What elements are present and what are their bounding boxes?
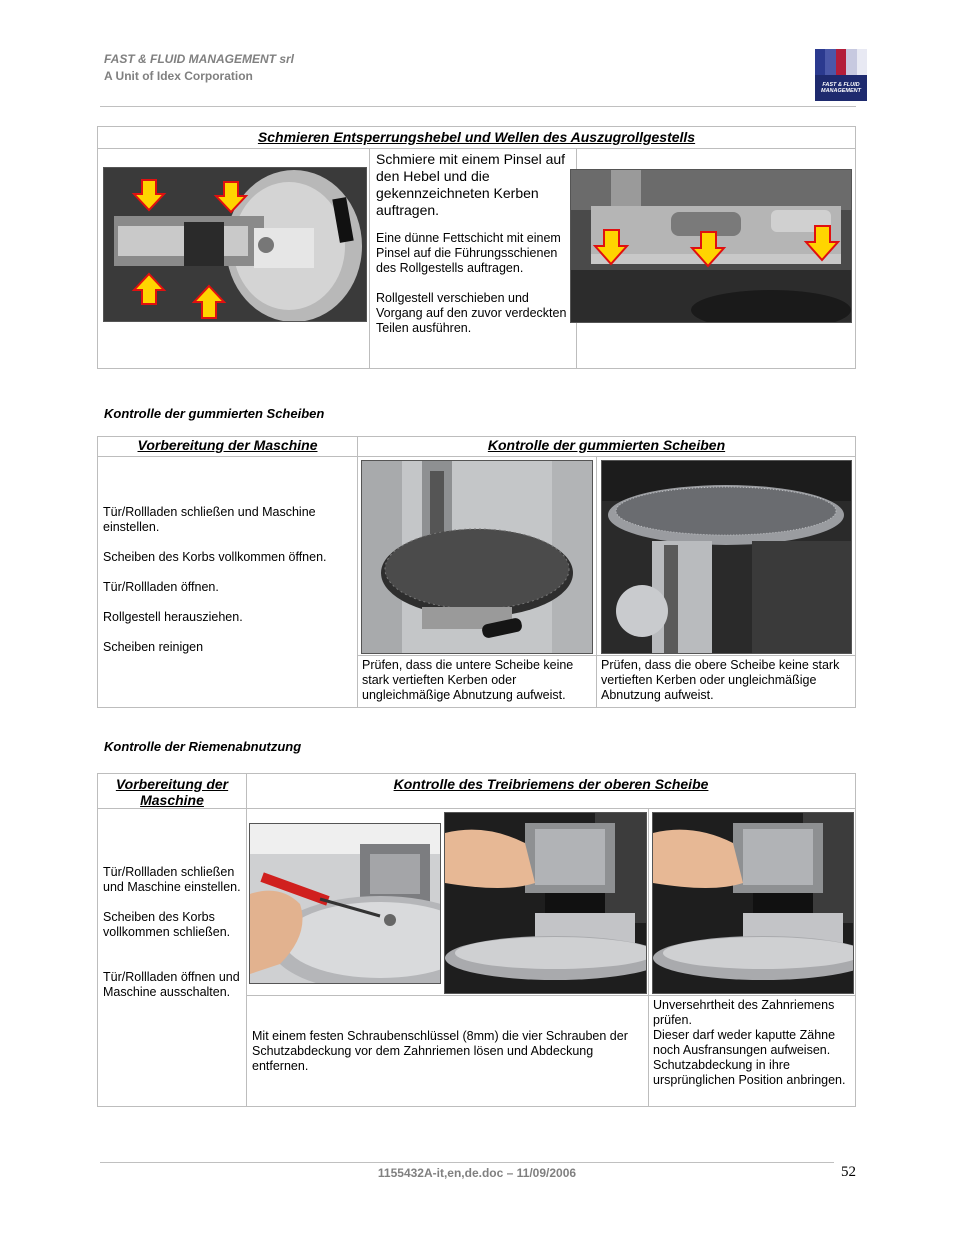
lubrication-text-move: Rollgestell verschieben und Vorgang auf den zuvor verdeckten Teilen ausführen.	[376, 291, 567, 335]
section-belt-heading: Kontrolle der Riemenabnutzung	[104, 739, 302, 754]
discs-step-5: Scheiben reinigen	[103, 640, 204, 654]
belt-step-2: Scheiben des Korbs vollkommen schließen.	[103, 910, 231, 939]
section-discs-heading: Kontrolle der gummierten Scheiben	[104, 406, 325, 421]
photo-lower-disc	[361, 460, 593, 654]
belt-step-1: Tür/Rollladen schließen und Maschine einstellen.	[103, 865, 241, 894]
discs-caption-upper: Prüfen, dass die obere Scheibe keine stark vertieften Kerben oder ungleichmäßige Abnutzung aufweist.	[597, 656, 856, 708]
belt-steps-cell	[98, 809, 247, 1107]
company-unit: A Unit of Idex Corporation	[104, 69, 253, 83]
header-divider	[100, 106, 856, 107]
belt-caption-right	[649, 996, 856, 1107]
photo-screwdriver	[249, 823, 441, 984]
discs-step-3: Tür/Rollladen öffnen.	[103, 580, 219, 594]
company-logo	[815, 49, 867, 101]
discs-step-4: Rollgestell herausziehen.	[103, 610, 243, 624]
logo-text: FAST & FLUID MANAGEMENT	[820, 82, 862, 94]
belt-caption-right-2: Dieser darf weder kaputte Zähne noch Ausfransungen aufweisen.	[653, 1028, 836, 1057]
footer-divider	[100, 1162, 834, 1163]
discs-caption-lower: Prüfen, dass die untere Scheibe keine stark vertieften Kerben oder ungleichmäßige Abnutzung aufweist.	[358, 656, 597, 708]
lubrication-text-rails: Eine dünne Fettschicht mit einem Pinsel auf die Führungsschienen des Rollgestells auftragen.	[376, 231, 561, 275]
belt-step-3: Tür/Rollladen öffnen und Maschine ausschalten.	[103, 970, 240, 999]
belt-caption-right-1: Unversehrtheit des Zahnriemens prüfen.	[653, 998, 835, 1027]
photo-remove-cover	[444, 812, 647, 994]
belt-caption-right-3: Schutzabdeckung in ihre ursprünglichen Position anbringen.	[653, 1058, 846, 1087]
company-name: FAST & FLUID MANAGEMENT srl	[104, 52, 295, 66]
photo-belt-check	[652, 812, 854, 994]
belt-caption-left: Mit einem festen Schraubenschlüssel (8mm) die vier Schrauben der Schutzabdeckung vor dem Zahnriemen lösen und Abdeckung entfernen.	[247, 996, 649, 1107]
discs-col1-header: Vorbereitung der Maschine	[98, 437, 358, 457]
belt-col2-header: Kontrolle des Treibriemens der oberen Scheibe	[247, 774, 856, 809]
discs-step-2: Scheiben des Korbs vollkommen öffnen.	[103, 550, 327, 564]
lubrication-title: Schmieren Entsperrungshebel und Wellen des Auszugrollgestells	[98, 127, 856, 149]
photo-lever-arrows	[103, 167, 367, 322]
page-number: 52	[841, 1164, 856, 1180]
lubrication-main-text: Schmiere mit einem Pinsel auf den Hebel und die gekennzeichneten Kerben auftragen.	[376, 151, 566, 218]
photo-upper-disc	[601, 460, 852, 654]
discs-steps-cell	[98, 457, 358, 708]
footer-doc-id: 1155432A-it,en,de.doc – 11/09/2006	[377, 1166, 577, 1180]
lubrication-text-cell	[370, 149, 577, 369]
discs-col2-header: Kontrolle der gummierten Scheiben	[358, 437, 856, 457]
photo-rails-arrows	[570, 169, 852, 323]
discs-step-1: Tür/Rollladen schließen und Maschine einstellen.	[103, 505, 316, 534]
belt-col1-header: Vorbereitung der Maschine	[98, 774, 247, 809]
